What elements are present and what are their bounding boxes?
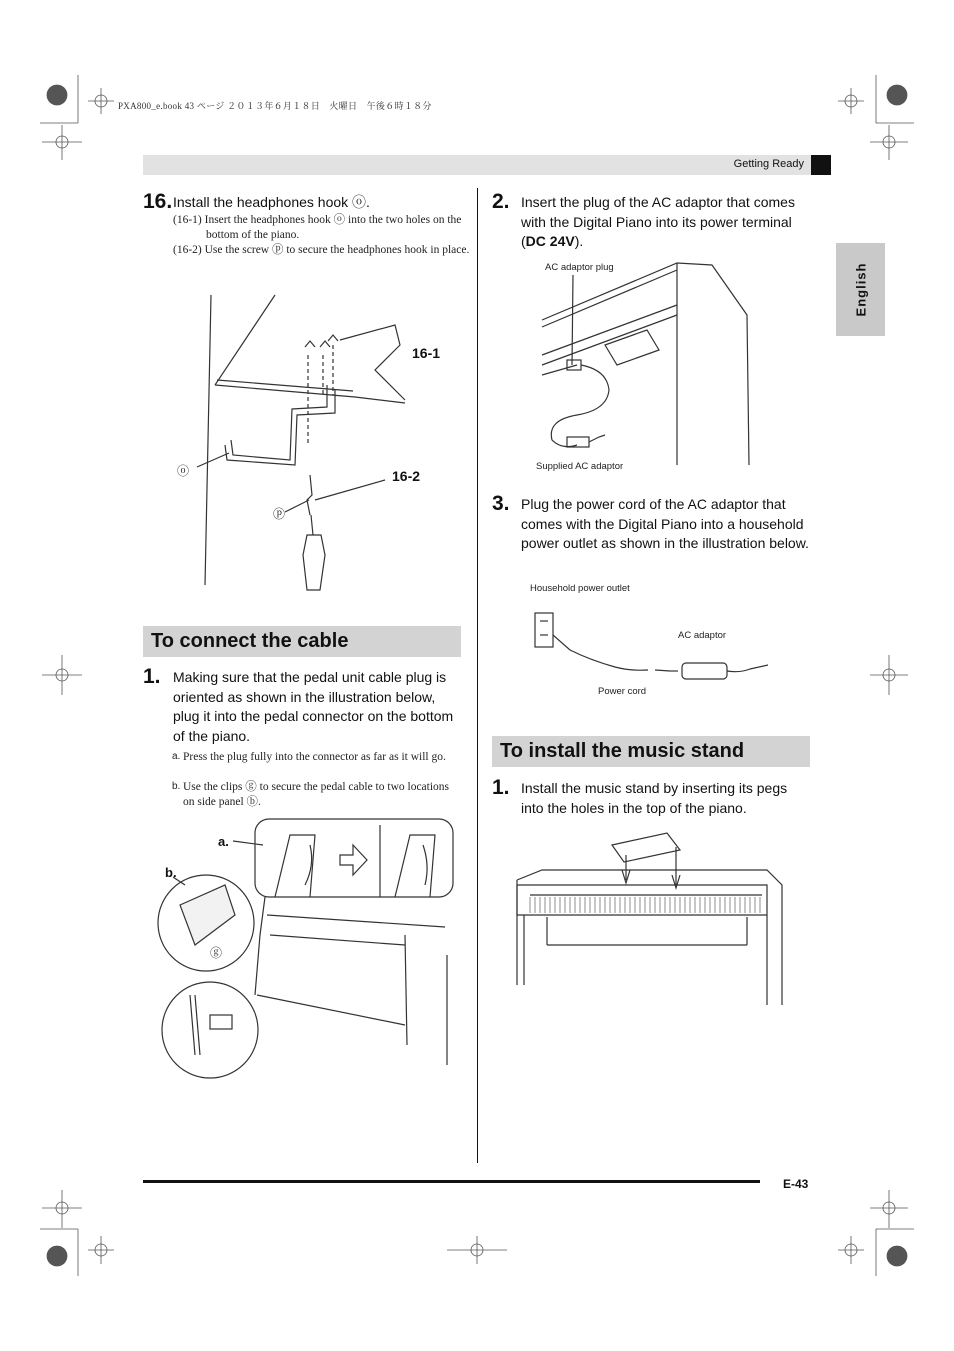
section-title-connect-cable: To connect the cable <box>151 630 349 652</box>
step-16-sub-1: (16-1) Insert the headphones hook ⓞ into the two holes on the bottom of the piano. <box>173 214 462 241</box>
language-tab-label-wrap <box>836 243 885 336</box>
step-3-number: 3. <box>492 492 510 515</box>
column-divider <box>477 188 478 1163</box>
marker-p: ⓟ <box>273 507 286 521</box>
step-2-number: 2. <box>492 190 510 213</box>
marker-g: ⓖ <box>210 946 223 960</box>
header-bar <box>143 155 811 175</box>
step-2-text <box>521 193 811 252</box>
section-title-music-stand: To install the music stand <box>500 740 745 762</box>
label-b: b. <box>165 865 177 880</box>
stand-step-number: 1. <box>492 776 510 799</box>
page-number: E-43 <box>783 1177 809 1191</box>
cable-sub-b-text: Use the clips ⓖ to secure the pedal cable to two locations on side panel ⓑ. <box>183 781 450 808</box>
header-block <box>811 155 831 175</box>
step-2-text-bold: DC 24V <box>525 233 575 250</box>
label-household-outlet: Household power outlet <box>530 583 630 594</box>
headphones-hook-illustration <box>175 285 475 605</box>
label-power-cord: Power cord <box>598 686 647 697</box>
cable-sub-b-label: b. <box>172 781 181 792</box>
marker-o: ⓞ <box>177 464 190 478</box>
step-16-sub-2: (16-2) Use the screw ⓟ to secure the headphones hook in place. <box>173 244 470 256</box>
section-bar-music-stand <box>492 736 810 767</box>
cable-step-text: Making sure that the pedal unit cable plug is oriented as shown in the illustration below, plug it into the pedal connector on the bottom of the piano. <box>173 669 454 744</box>
step-3-text: Plug the power cord of the AC adaptor that comes with the Digital Piano into a household power outlet as shown in the illustration below. <box>521 496 809 552</box>
print-metadata: PXA800_e.book 43 ページ ２０１３年６月１８日 火曜日 午後６時１８分 <box>118 101 432 111</box>
cable-sub-a-label: a. <box>172 751 181 762</box>
cable-sub-a-text: Press the plug fully into the connector as far as it will go. <box>183 751 446 763</box>
step-2-text-pre: Insert the plug of the AC adaptor that comes with the Digital Piano into its power terminal ( <box>521 194 795 250</box>
step-16-text: Install the headphones hook ⓞ. <box>173 194 370 210</box>
power-cord-illustration <box>530 605 780 695</box>
pedal-cable-illustration <box>155 815 465 1075</box>
label-supplied-ac-adaptor: Supplied AC adaptor <box>536 461 624 472</box>
footer-rule <box>143 1180 760 1183</box>
language-tab-label: English <box>853 262 869 317</box>
header-section-title: Getting Ready <box>733 158 804 170</box>
cable-step-number: 1. <box>143 665 161 688</box>
callout-16-1: 16-1 <box>412 345 441 361</box>
music-stand-illustration <box>512 825 792 1010</box>
section-bar-connect-cable <box>143 626 461 657</box>
stand-step-text: Install the music stand by inserting its pegs into the holes in the top of the piano. <box>521 780 788 816</box>
callout-16-2: 16-2 <box>392 468 421 484</box>
step-16-number: 16. <box>143 190 173 213</box>
ac-adaptor-illustration <box>537 265 777 465</box>
label-a: a. <box>218 834 229 849</box>
step-2-text-post: ). <box>574 233 584 250</box>
label-ac-adaptor-plug: AC adaptor plug <box>545 262 614 273</box>
label-ac-adaptor: AC adaptor <box>678 630 727 641</box>
